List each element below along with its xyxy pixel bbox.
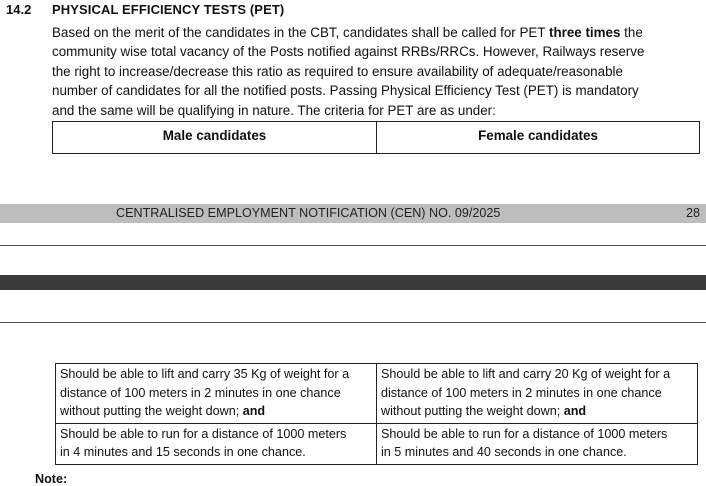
cell-line: distance of 100 meters in 2 minutes in one chance xyxy=(381,385,662,400)
section-number: 14.2 xyxy=(6,2,32,17)
emphasis-text: three times xyxy=(548,25,621,40)
page-divider xyxy=(0,245,706,246)
cell-line: in 4 minutes and 15 seconds in one chance. xyxy=(60,445,306,459)
table-row xyxy=(56,364,697,423)
emphasis-text: and xyxy=(563,404,587,418)
section-title: PHYSICAL EFFICIENCY TESTS (PET) xyxy=(52,2,285,17)
criteria-table xyxy=(55,363,698,465)
paragraph-line: community wise total vacancy of the Posts notified against RRBs/RRCs. However, Railways reserve xyxy=(52,44,645,60)
cell-line: in 5 minutes and 40 seconds in one chance. xyxy=(381,445,627,459)
pet-paragraph xyxy=(52,23,700,120)
page-number: 28 xyxy=(685,206,700,220)
cell-line: distance of 100 meters in 2 minutes in one chance xyxy=(60,385,341,400)
male-criteria-cell xyxy=(56,364,376,423)
notification-footer: CENTRALISED EMPLOYMENT NOTIFICATION (CEN) NO. 09/2025 xyxy=(116,206,501,220)
cell-line xyxy=(381,402,693,421)
page-break-bar xyxy=(0,275,706,290)
line-text: the xyxy=(620,25,643,40)
cell-line: Should be able to lift and carry 35 Kg of weight for a xyxy=(60,367,350,381)
paragraph-line xyxy=(52,23,700,42)
paragraph-line: and the same will be qualifying in nature. The criteria for PET are as under: xyxy=(52,102,496,118)
page-divider xyxy=(0,322,706,323)
table-row xyxy=(56,423,697,464)
line-text: without putting the weight down; xyxy=(381,404,564,418)
criteria-table-header xyxy=(52,121,700,154)
female-criteria-cell xyxy=(376,364,697,423)
cell-line xyxy=(60,402,372,421)
paragraph-line: number of candidates for all the notified posts. Passing Physical Efficiency Test (PET) is mandatory xyxy=(52,83,639,99)
cell-line: Should be able to lift and carry 20 Kg of weight for a xyxy=(381,367,671,381)
note-label: Note: xyxy=(35,472,68,486)
male-criteria-cell xyxy=(56,424,376,464)
cell-line: Should be able to run for a distance of 1000 meters xyxy=(381,426,668,441)
cell-line: Should be able to run for a distance of 1000 meters xyxy=(60,426,347,441)
female-candidates-header: Female candidates xyxy=(376,122,699,153)
emphasis-text: and xyxy=(242,404,266,418)
line-text: Based on the merit of the candidates in the CBT, candidates shall be called for PET xyxy=(52,25,549,40)
male-candidates-header: Male candidates xyxy=(162,128,267,143)
female-criteria-cell xyxy=(376,424,697,464)
paragraph-line: the right to increase/decrease this ratio as required to ensure availability of adequate/reasonable xyxy=(52,63,623,79)
line-text: without putting the weight down; xyxy=(60,404,243,418)
